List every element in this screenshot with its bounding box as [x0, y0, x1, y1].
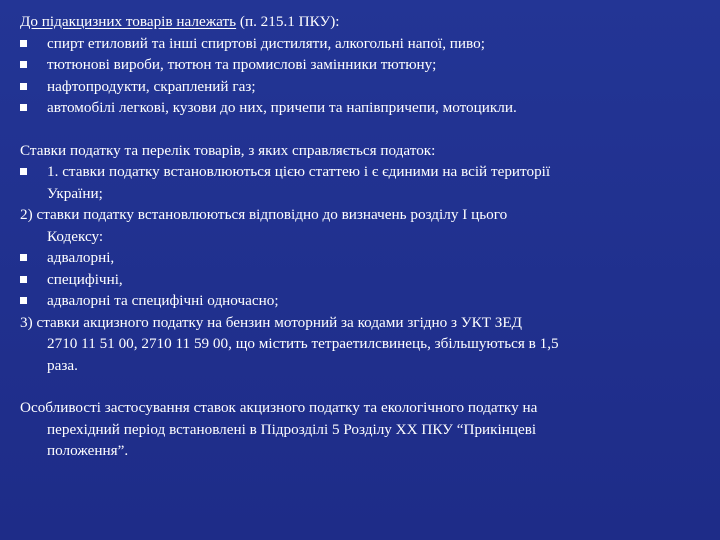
square-bullet-icon: [20, 40, 27, 47]
paragraph-spacer: [20, 119, 706, 140]
paragraph-spacer: [20, 376, 706, 397]
square-bullet-icon: [20, 276, 27, 283]
square-bullet-icon: [20, 61, 27, 68]
transition-rules-continuation: перехідний період встановлені в Підрозділі 5 Розділу XX ПКУ “Прикінцеві: [47, 420, 537, 438]
square-bullet-icon: [20, 104, 27, 111]
transition-rules-line: Особливості застосування ставок акцизного податку та екологічного податку на: [20, 399, 538, 416]
square-bullet-icon: [20, 168, 27, 175]
excisable-goods-heading-line: [20, 11, 706, 33]
square-bullet-icon: [20, 254, 27, 261]
list-item: [20, 97, 706, 119]
list-item: [20, 33, 706, 55]
numbered-item-3: 3) ставки акцизного податку на бензин моторний за кодами згідно з УКТ ЗЕД: [20, 313, 523, 331]
square-bullet-icon: [20, 83, 27, 90]
list-item-text: нафтопродукти, скраплений газ;: [47, 77, 256, 95]
list-item-text: тютюнові вироби, тютюн та промислові замінники тютюну;: [47, 56, 437, 73]
excisable-goods-section: [20, 11, 706, 119]
list-item: [20, 76, 706, 98]
list-item: [20, 161, 706, 183]
tax-rates-intro: Ставки податку та перелік товарів, з яких справляється податок:: [20, 141, 436, 159]
list-item: [20, 269, 706, 291]
list-item-continuation: України;: [47, 184, 103, 202]
list-item-text: спирт етиловий та інші спиртові дистиляти, алкогольні напої, пиво;: [47, 34, 485, 52]
numbered-item-2: 2) ставки податку встановлюються відповідно до визначень розділу І цього: [20, 206, 508, 223]
list-item-text: специфічні,: [47, 270, 123, 288]
list-item-text: адвалорні,: [47, 249, 115, 266]
list-item: [20, 290, 706, 312]
list-item-continuation: раза.: [47, 356, 78, 374]
list-item-text: адвалорні та специфічні одночасно;: [47, 292, 279, 309]
transition-rules-continuation: положення”.: [47, 442, 129, 459]
list-item-text: автомобілі легкові, кузови до них, причепи та напівпричепи, мотоцикли.: [47, 99, 517, 116]
list-item: [20, 54, 706, 76]
list-item: [20, 247, 706, 269]
list-item-text: 1. ставки податку встановлюються цією статтею і є єдиними на всій території: [47, 163, 551, 180]
list-item-continuation: Кодексу:: [47, 227, 104, 245]
transition-rules-section: [20, 397, 706, 462]
tax-rates-section: [20, 140, 706, 377]
list-item-continuation: 2710 11 51 00, 2710 11 59 00, що містить тетраетилсвинець, збільшуються в 1,5: [47, 335, 559, 352]
excisable-goods-heading-ref: (п. 215.1 ПКУ):: [236, 13, 340, 30]
square-bullet-icon: [20, 297, 27, 304]
excisable-goods-heading: До підакцизних товарів належать: [20, 13, 237, 30]
